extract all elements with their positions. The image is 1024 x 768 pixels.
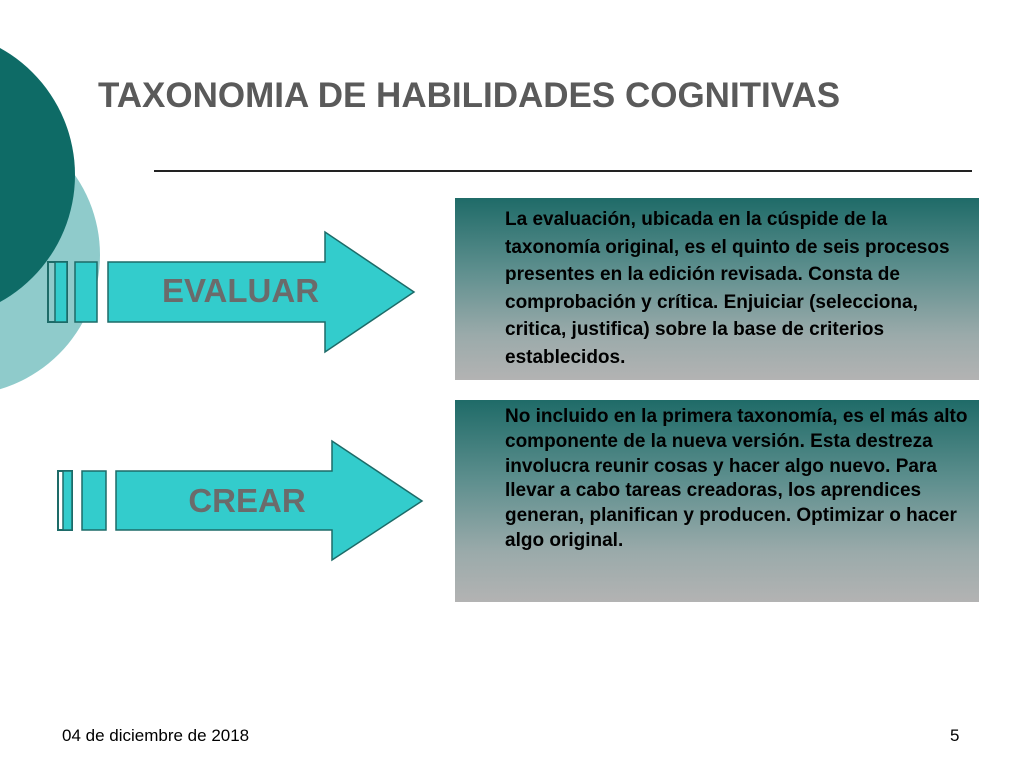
evaluar-arrow-bar-2 xyxy=(55,262,67,322)
crear-description-panel xyxy=(455,400,979,602)
evaluar-label: EVALUAR xyxy=(161,272,320,309)
evaluar-arrow xyxy=(48,230,418,354)
crear-arrow-bar-2 xyxy=(63,471,72,530)
evaluar-description-panel xyxy=(455,198,979,380)
crear-label: CREAR xyxy=(188,482,306,519)
crear-arrow-bar-3 xyxy=(82,471,106,530)
title-divider xyxy=(154,170,972,172)
decorative-circles xyxy=(0,0,120,420)
evaluar-arrow-bar-3 xyxy=(75,262,97,322)
evaluar-description: La evaluación, ubicada en la cúspide de la taxonomía original, es el quinto de seis procesos presentes en la edición revisada. Consta de comprobación y crítica. Enjuiciar (selecciona, critica, justifica) sobre la base de criterios establecidos. xyxy=(505,209,950,368)
slide-title: TAXONOMIA DE HABILIDADES COGNITIVAS xyxy=(98,76,841,115)
crear-description: No incluido en la primera taxonomía, es el más alto componente de la nueva versión. Esta destreza involucra reunir cosas y hacer algo nuevo. Para llevar a cabo tareas creadoras, los aprendices generan, planifican y producen. Optimizar o hacer algo original. xyxy=(505,406,968,551)
page-number: 5 xyxy=(950,726,960,745)
crear-arrow xyxy=(58,440,428,564)
footer-date: 04 de diciembre de 2018 xyxy=(62,726,250,745)
